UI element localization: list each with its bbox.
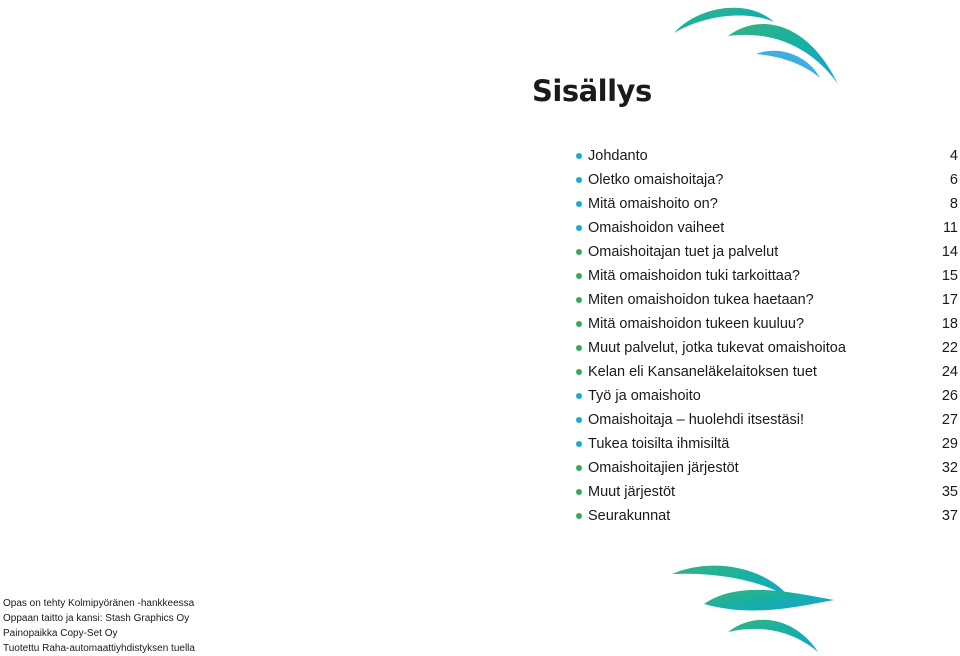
toc-entry-title: Muut järjestöt: [588, 484, 676, 500]
toc-entry: [575, 192, 958, 216]
toc-entry-title: Johdanto: [588, 148, 648, 164]
toc-page-number: 35: [941, 484, 958, 500]
bullet-icon: [576, 177, 582, 183]
toc-entry-title: Mitä omaishoito on?: [588, 196, 718, 212]
toc-page-number: 27: [941, 412, 958, 428]
toc-page-number: 15: [941, 268, 958, 284]
colophon-line: Tuotettu Raha-automaattiyhdistyksen tuella: [3, 643, 195, 654]
bullet-icon: [576, 321, 582, 327]
toc-page-number: 8: [949, 196, 958, 212]
leaf-swirl-icon: [668, 560, 838, 655]
bullet-icon: [576, 201, 582, 207]
leaf-swirl-icon: [670, 0, 840, 88]
toc-entry-title: Omaishoitaja – huolehdi itsestäsi!: [588, 412, 805, 428]
toc-entry: [575, 288, 958, 312]
bullet-icon: [576, 465, 582, 471]
toc-entry: [575, 312, 958, 336]
toc-entry: [575, 264, 958, 288]
toc-entry-title: Omaishoitajien järjestöt: [588, 460, 739, 476]
toc-entry: [575, 240, 958, 264]
toc-entry: [575, 408, 958, 432]
toc-entry-title: Muut palvelut, jotka tukevat omaishoitoa: [588, 340, 846, 356]
toc-page-number: 24: [941, 364, 958, 380]
toc-page-number: 17: [941, 292, 958, 308]
bullet-icon: [576, 489, 582, 495]
toc-entry: [575, 432, 958, 456]
toc-page-number: 14: [941, 244, 958, 260]
colophon-line: Opas on tehty Kolmipyöränen -hankkeessa: [3, 598, 195, 609]
toc-entry: [575, 504, 958, 528]
toc-page-number: 4: [949, 148, 958, 164]
toc-entry-title: Miten omaishoidon tukea haetaan?: [588, 292, 814, 308]
toc-entry-title: Omaishoidon vaiheet: [588, 220, 725, 236]
toc-entry: [575, 336, 958, 360]
toc-entry-title: Oletko omaishoitaja?: [588, 172, 724, 188]
toc-entry: [575, 456, 958, 480]
bullet-icon: [576, 393, 582, 399]
toc-entry-title: Tukea toisilta ihmisiltä: [588, 436, 730, 452]
toc-page-number: 6: [949, 172, 958, 188]
colophon: [3, 596, 195, 656]
toc-entry: [575, 168, 958, 192]
bullet-icon: [576, 153, 582, 159]
toc-entry: [575, 360, 958, 384]
bullet-icon: [576, 297, 582, 303]
toc-entry-title: Seurakunnat: [588, 508, 671, 524]
toc-entry-title: Mitä omaishoidon tuki tarkoittaa?: [588, 268, 800, 284]
toc-page-number: 18: [941, 316, 958, 332]
page-title: Sisällys: [532, 74, 652, 108]
bullet-icon: [576, 273, 582, 279]
colophon-line: Painopaikka Copy-Set Oy: [3, 628, 118, 639]
bullet-icon: [576, 513, 582, 519]
toc-page-number: 29: [941, 436, 958, 452]
toc-page-number: 26: [941, 388, 958, 404]
bullet-icon: [576, 249, 582, 255]
bullet-icon: [576, 441, 582, 447]
bullet-icon: [576, 417, 582, 423]
bullet-icon: [576, 345, 582, 351]
toc-entry: [575, 144, 958, 168]
toc-page-number: 11: [942, 220, 958, 236]
toc-entry: [575, 384, 958, 408]
bullet-icon: [576, 369, 582, 375]
toc-entry-title: Omaishoitajan tuet ja palvelut: [588, 244, 779, 260]
bullet-icon: [576, 225, 582, 231]
toc-entry: [575, 216, 958, 240]
toc-entry-title: Työ ja omaishoito: [588, 388, 701, 404]
table-of-contents: [575, 144, 958, 528]
toc-page-number: 32: [941, 460, 958, 476]
colophon-line: Oppaan taitto ja kansi: Stash Graphics Oy: [3, 613, 190, 624]
toc-entry-title: Mitä omaishoidon tukeen kuuluu?: [588, 316, 805, 332]
toc-page-number: 37: [941, 508, 958, 524]
toc-entry: [575, 480, 958, 504]
toc-entry-title: Kelan eli Kansaneläkelaitoksen tuet: [588, 364, 817, 380]
toc-page-number: 22: [941, 340, 958, 356]
